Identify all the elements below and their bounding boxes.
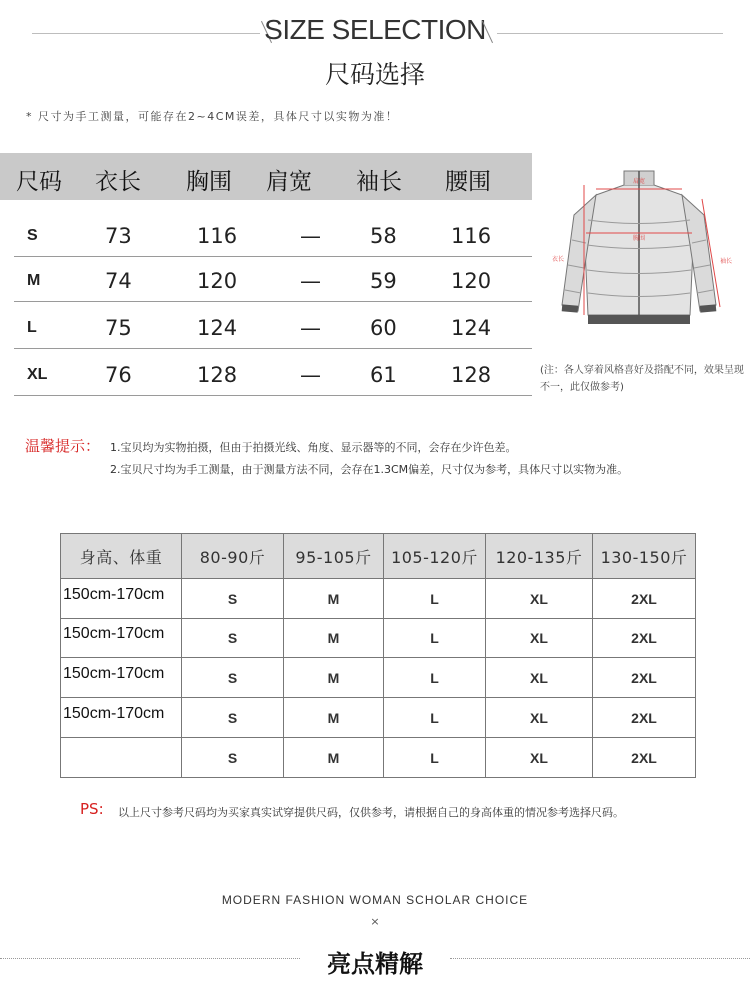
footer-tagline: MODERN FASHION WOMAN SCHOLAR CHOICE <box>221 893 529 907</box>
rec-size: S <box>182 579 284 619</box>
rec-size: 2XL <box>593 579 696 619</box>
size-row-xl <box>0 351 532 396</box>
label-sleeve: 袖长 <box>720 258 733 265</box>
sleeve-value: 58 <box>370 224 397 248</box>
sleeve-value: 59 <box>370 269 397 293</box>
rec-size: 2XL <box>593 658 696 698</box>
label-shoulder: 肩宽 <box>632 178 646 185</box>
rec-header-range: 95-105斤 <box>284 534 384 579</box>
shoulder-value: — <box>300 269 321 293</box>
rec-size: XL <box>486 658 593 698</box>
footer-rule-right <box>450 958 750 959</box>
shoulder-value: — <box>300 316 321 340</box>
rec-size: XL <box>486 579 593 619</box>
rec-header-range: 120-135斤 <box>486 534 593 579</box>
rec-size: XL <box>486 698 593 738</box>
rec-size: M <box>284 738 384 778</box>
measurement-note: * 尺寸为手工测量，可能存在2~4CM误差，具体尺寸以实物为准！ <box>26 110 399 123</box>
col-length: 衣长 <box>95 169 141 195</box>
rec-size: L <box>384 619 486 658</box>
header-rule-right <box>497 33 723 34</box>
rec-size: 2XL <box>593 619 696 658</box>
rec-header-range: 80-90斤 <box>182 534 284 579</box>
size-row-l <box>0 304 532 349</box>
rec-height-label: 150cm-170cm <box>61 698 182 738</box>
rec-size: M <box>284 619 384 658</box>
row-divider <box>14 395 532 396</box>
rec-size: M <box>284 658 384 698</box>
page-title-cn: 尺码选择 <box>324 60 425 89</box>
length-value: 76 <box>105 363 132 387</box>
rec-size: L <box>384 698 486 738</box>
rec-height-label <box>61 738 182 778</box>
size-row-s <box>0 212 532 257</box>
rec-size: S <box>182 658 284 698</box>
tip-line-2: 2.宝贝尺寸均为手工测量，由于测量方法不同，会存在1.3CM偏差，尺寸仅为参考，具体尺寸以实物为准。 <box>110 463 629 476</box>
shoulder-value: — <box>300 224 321 248</box>
col-shoulder: 肩宽 <box>266 169 312 195</box>
rec-size: L <box>384 738 486 778</box>
chest-value: 128 <box>197 363 238 387</box>
sleeve-value: 61 <box>370 363 397 387</box>
size-label: L <box>27 319 37 336</box>
rec-height-label: 150cm-170cm <box>61 619 182 658</box>
rec-height-label: 150cm-170cm <box>61 579 182 619</box>
ps-text: 以上尺寸参考尺码均为买家真实试穿提供尺码，仅供参考，请根据自己的身高体重的情况参考选择尺码。 <box>118 806 624 819</box>
size-recommendation-table <box>60 533 696 778</box>
waist-value: 124 <box>451 316 492 340</box>
size-row-m <box>0 257 532 302</box>
rec-size: S <box>182 738 284 778</box>
rec-size: 2XL <box>593 738 696 778</box>
row-divider <box>14 301 532 302</box>
rec-height-label: 150cm-170cm <box>61 658 182 698</box>
sleeve-value: 60 <box>370 316 397 340</box>
footer-cross: × <box>370 915 380 928</box>
rec-header-range: 130-150斤 <box>593 534 696 579</box>
rec-size: M <box>284 698 384 738</box>
rec-size: L <box>384 658 486 698</box>
size-label: S <box>27 227 38 244</box>
length-value: 73 <box>105 224 132 248</box>
row-divider <box>14 348 532 349</box>
label-chest: 胸围 <box>632 235 646 242</box>
rec-size: S <box>182 619 284 658</box>
shoulder-value: — <box>300 363 321 387</box>
rec-size: 2XL <box>593 698 696 738</box>
size-label: XL <box>27 366 48 383</box>
chest-value: 124 <box>197 316 238 340</box>
rec-header-height-weight: 身高、体重 <box>61 534 182 579</box>
size-table-header <box>0 153 532 200</box>
rec-size: XL <box>486 619 593 658</box>
chest-value: 116 <box>197 224 238 248</box>
size-label: M <box>27 272 41 289</box>
jacket-illustration <box>562 171 717 324</box>
length-value: 75 <box>105 316 132 340</box>
length-value: 74 <box>105 269 132 293</box>
rec-size: XL <box>486 738 593 778</box>
tip-line-1: 1.宝贝均为实物拍摄，但由于拍摄光线、角度、显示器等的不同，会存在少许色差。 <box>110 441 517 454</box>
ps-label: PS: <box>80 800 104 818</box>
diagram-disclaimer: (注：各人穿着风格喜好及搭配不同，效果呈现不一，此仅做参考) <box>540 365 744 393</box>
rec-size: S <box>182 698 284 738</box>
chest-value: 120 <box>197 269 238 293</box>
rec-size: L <box>384 579 486 619</box>
label-length: 衣长 <box>552 256 565 263</box>
jacket-measurement-diagram <box>544 165 734 345</box>
tips-label: 温馨提示： <box>25 437 101 455</box>
waist-value: 116 <box>451 224 492 248</box>
col-waist: 腰围 <box>445 169 491 195</box>
waist-value: 128 <box>451 363 492 387</box>
section-title: 亮点精解 <box>327 950 423 978</box>
col-sleeve: 袖长 <box>356 169 402 195</box>
col-chest: 胸围 <box>186 169 232 195</box>
rec-header-range: 105-120斤 <box>384 534 486 579</box>
rec-size: M <box>284 579 384 619</box>
col-size: 尺码 <box>16 169 62 195</box>
waist-value: 120 <box>451 269 492 293</box>
page-title-en: SIZE SELECTION <box>264 14 486 45</box>
